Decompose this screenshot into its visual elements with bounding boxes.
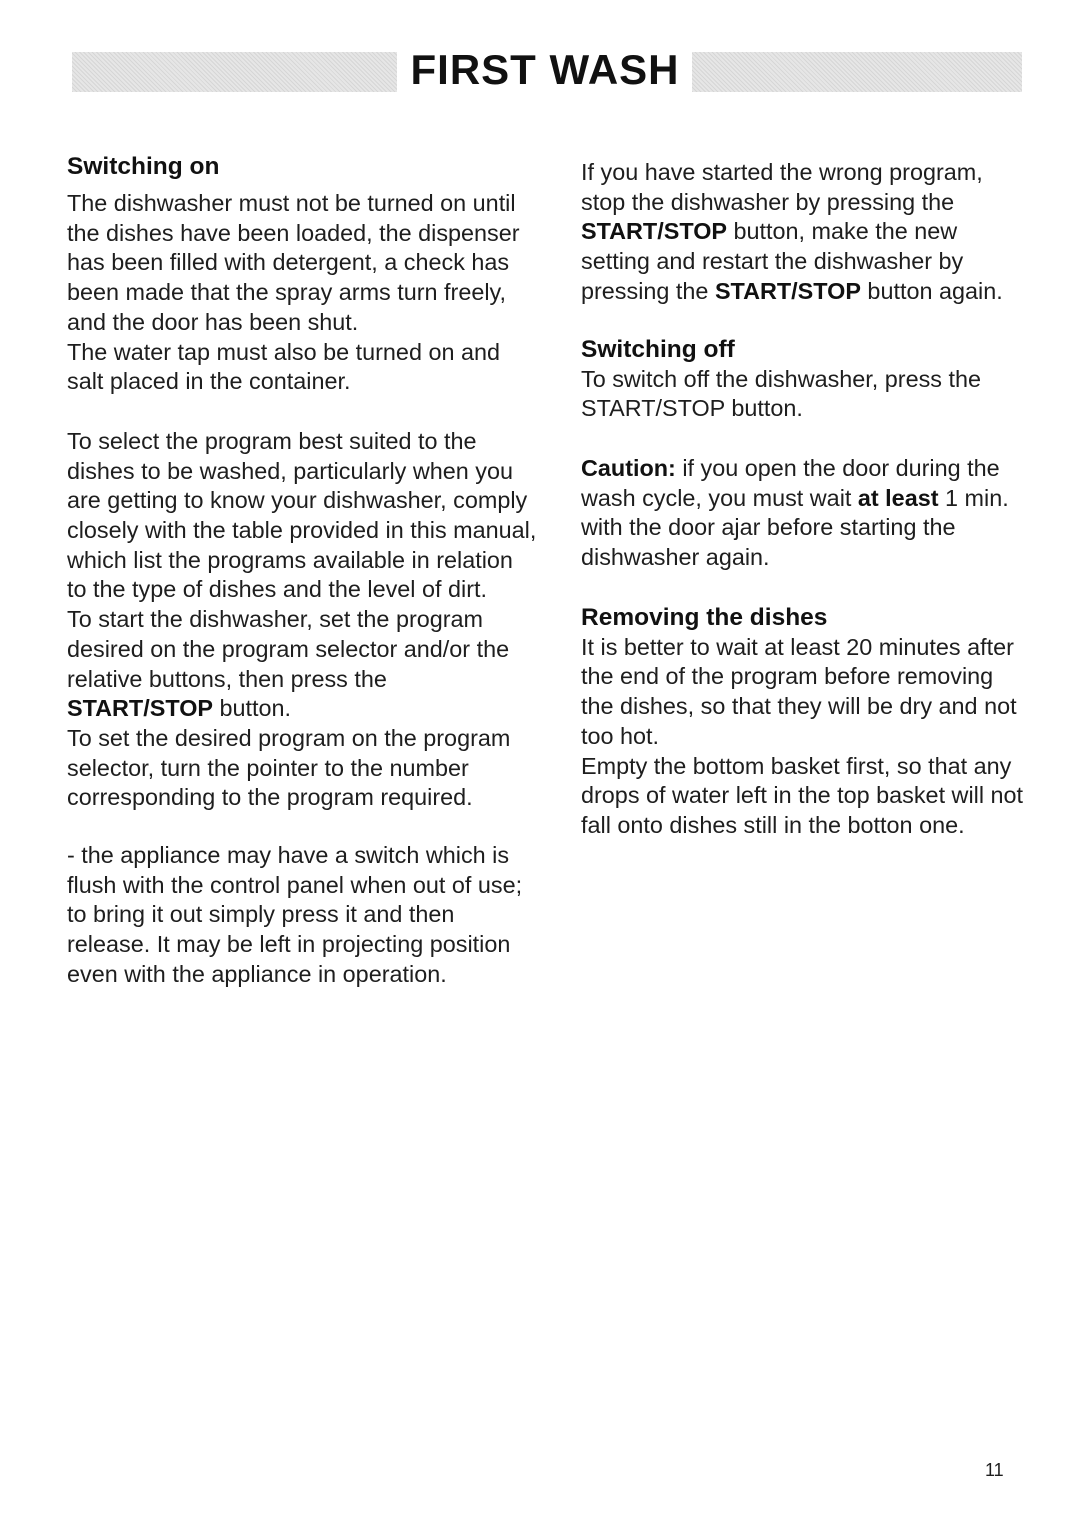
switching-off-heading: Switching off xyxy=(581,335,735,363)
wrong-program-paragraph: If you have started the wrong program, stop the dishwasher by pressing the START/STOP button, make the new setting and restart the dishwasher by pressing the START/STOP button again. xyxy=(581,159,1003,304)
start-stop-label: START/STOP xyxy=(67,695,213,722)
switching-off-paragraph: To switch off the dishwasher, press the START/STOP button. xyxy=(581,365,982,422)
right-column xyxy=(581,158,1026,841)
caution-label: Caution: xyxy=(581,454,676,481)
switching-on-paragraph-4: To start the dishwasher, set the program desired on the program selector and/or the relative buttons, then press the START/STOP button. xyxy=(67,606,510,722)
switching-on-paragraph-6: - the appliance may have a switch which is flush with the control panel when out of use; to bring it out simply press it and then release. It may be left in projecting position even with the appliance in operation. xyxy=(67,842,523,987)
at-least-emphasis: at least xyxy=(857,484,939,511)
page-title: FIRST WASH xyxy=(410,46,680,93)
header-pattern-right xyxy=(692,52,1022,92)
switching-on-heading: Switching on xyxy=(67,153,220,180)
removing-dishes-heading: Removing the dishes xyxy=(581,603,828,631)
header-pattern-left xyxy=(72,52,397,92)
removing-dishes-paragraph-1: It is better to wait at least 20 minutes after the end of the program before removing the dishes, so that they will be dry and not too hot. xyxy=(581,633,1017,749)
switching-on-paragraph-3: To select the program best suited to the dishes to be washed, particularly when you are getting to know your dishwasher, comply closely with the table provided in this manual, which list the programs available in relation to the type of dishes and the level of dirt. xyxy=(67,427,537,603)
removing-dishes-paragraph-2: Empty the bottom basket first, so that any drops of water left in the top basket will not fall onto dishes still in the botton one. xyxy=(581,752,1024,838)
caution-paragraph: Caution: if you open the door during the wash cycle, you must wait at least 1 min. with the door ajar before starting the dishwasher again. xyxy=(581,454,1009,571)
page-number: 11 xyxy=(985,1460,1004,1480)
start-stop-label: START/STOP xyxy=(581,218,727,245)
switching-on-paragraph-1: The dishwasher must not be turned on until the dishes have been loaded, the dispenser has been filled with detergent, a check has been made that the spray arms turn freely, and the door has been shut. xyxy=(67,190,520,335)
switching-on-paragraph-5: To set the desired program on the program selector, turn the pointer to the number corresponding to the program required. xyxy=(67,724,511,811)
left-column xyxy=(67,152,537,990)
switching-on-paragraph-2: The water tap must also be turned on and salt placed in the container. xyxy=(67,338,500,395)
start-stop-label: START/STOP xyxy=(714,277,861,304)
